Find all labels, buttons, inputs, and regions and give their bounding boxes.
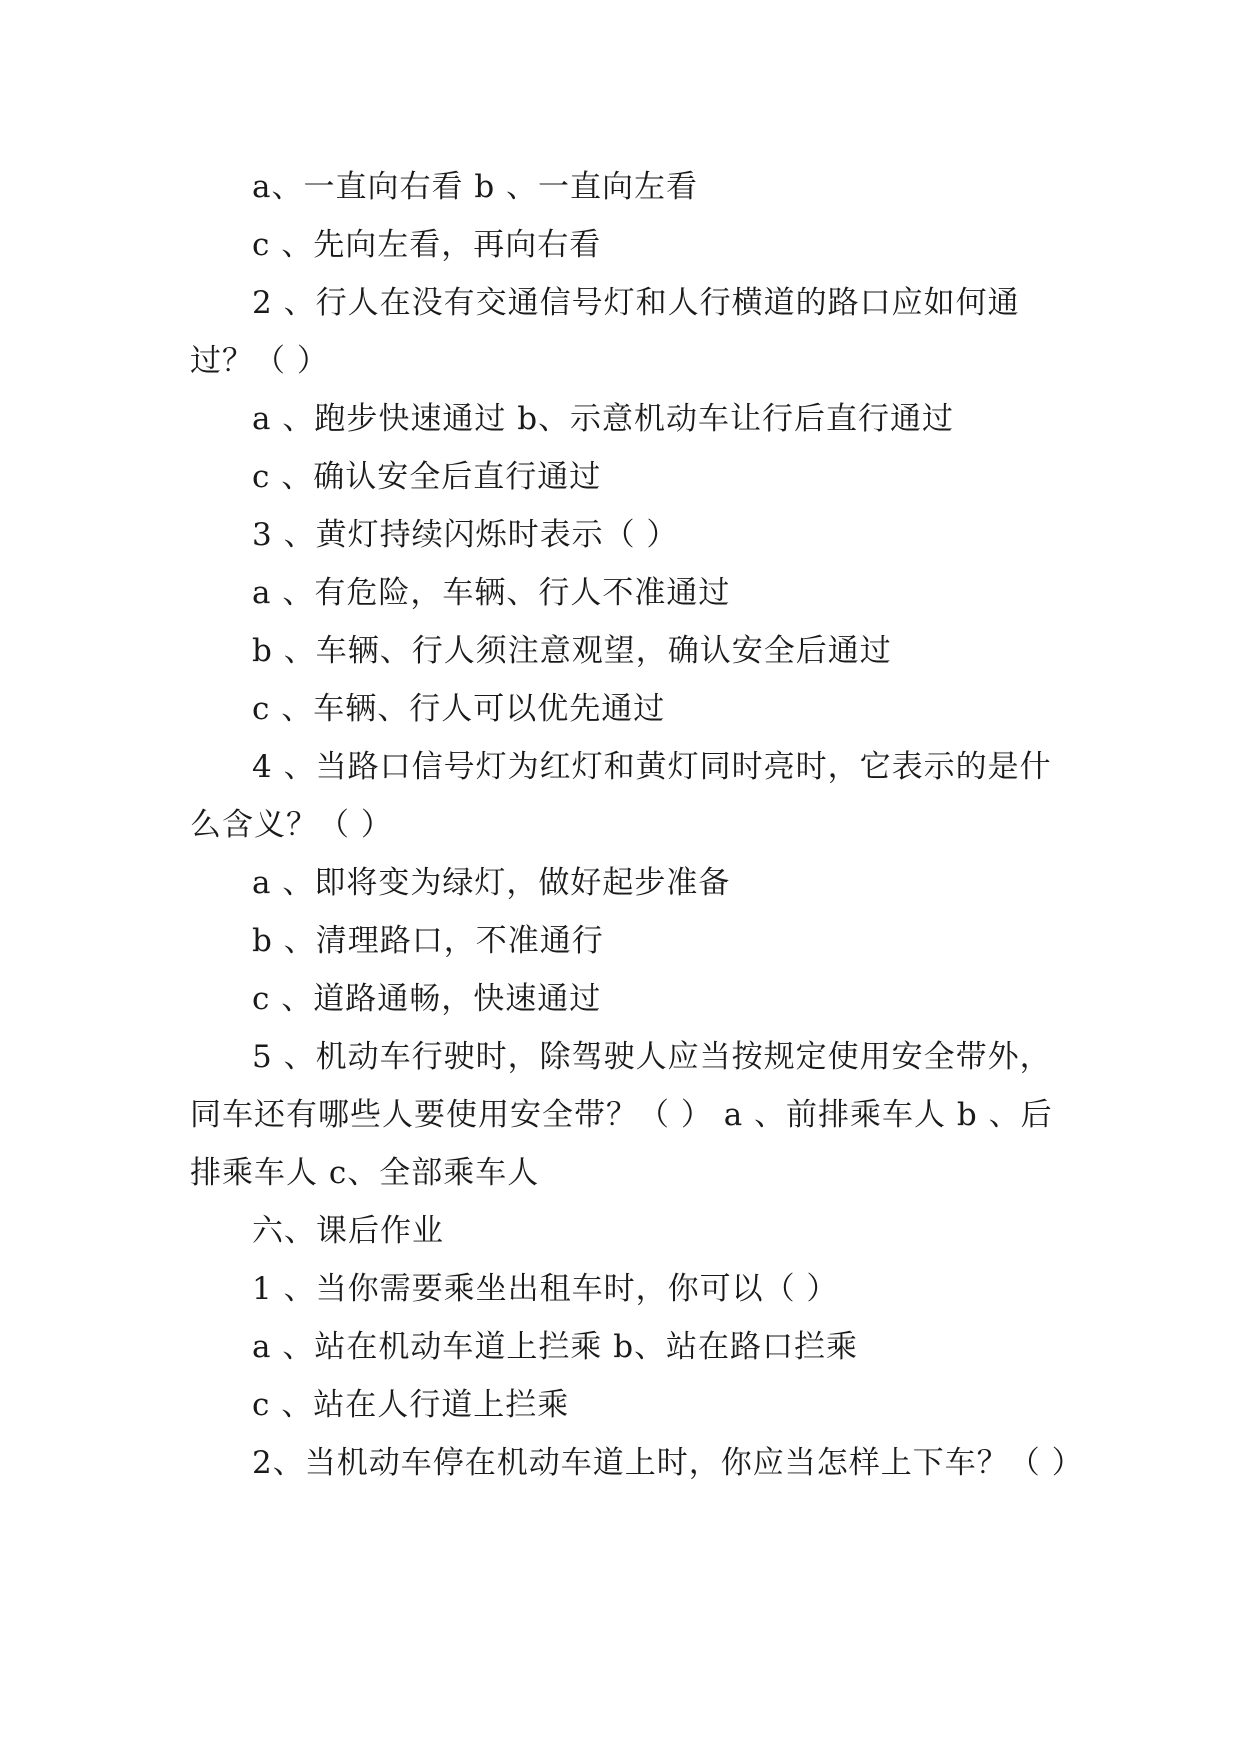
- question-3: 3 、黄灯持续闪烁时表示（ ）: [252, 517, 679, 553]
- question-4: 4 、当路口信号灯为红灯和黄灯同时亮时，它表示的是什么含义？（ ）: [190, 749, 1052, 843]
- option-line: b 、清理路口，不准通行: [252, 923, 604, 959]
- option-line: a 、即将变为绿灯，做好起步准备: [252, 865, 731, 901]
- homework-question-2: 2、当机动车停在机动车道上时，你应当怎样上下车？（ ）: [252, 1445, 1084, 1481]
- option-line: a 、跑步快速通过 b、示意机动车让行后直行通过: [252, 401, 955, 437]
- section-heading: 六、课后作业: [252, 1213, 444, 1249]
- option-line: c 、先向左看，再向右看: [252, 227, 602, 263]
- question-2: 2 、行人在没有交通信号灯和人行横道的路口应如何通过？（ ）: [190, 285, 1020, 379]
- homework-question-1: 1 、当你需要乘坐出租车时，你可以（ ）: [252, 1271, 839, 1307]
- option-line: a 、站在机动车道上拦乘 b、站在路口拦乘: [252, 1329, 859, 1365]
- option-line: c 、道路通畅，快速通过: [252, 981, 602, 1017]
- option-line: a、一直向右看 b 、一直向左看: [252, 169, 699, 205]
- option-line: c 、站在人行道上拦乘: [252, 1387, 570, 1423]
- option-line: c 、车辆、行人可以优先通过: [252, 691, 666, 727]
- option-line: a 、有危险，车辆、行人不准通过: [252, 575, 731, 611]
- option-line: b 、车辆、行人须注意观望，确认安全后通过: [252, 633, 892, 669]
- document-body: [190, 158, 1084, 1492]
- option-line: c 、确认安全后直行通过: [252, 459, 602, 495]
- question-5: 5 、机动车行驶时，除驾驶人应当按规定使用安全带外，同车还有哪些人要使用安全带？（ ） a 、前排乘车人 b 、后排乘车人 c、全部乘车人: [190, 1039, 1053, 1191]
